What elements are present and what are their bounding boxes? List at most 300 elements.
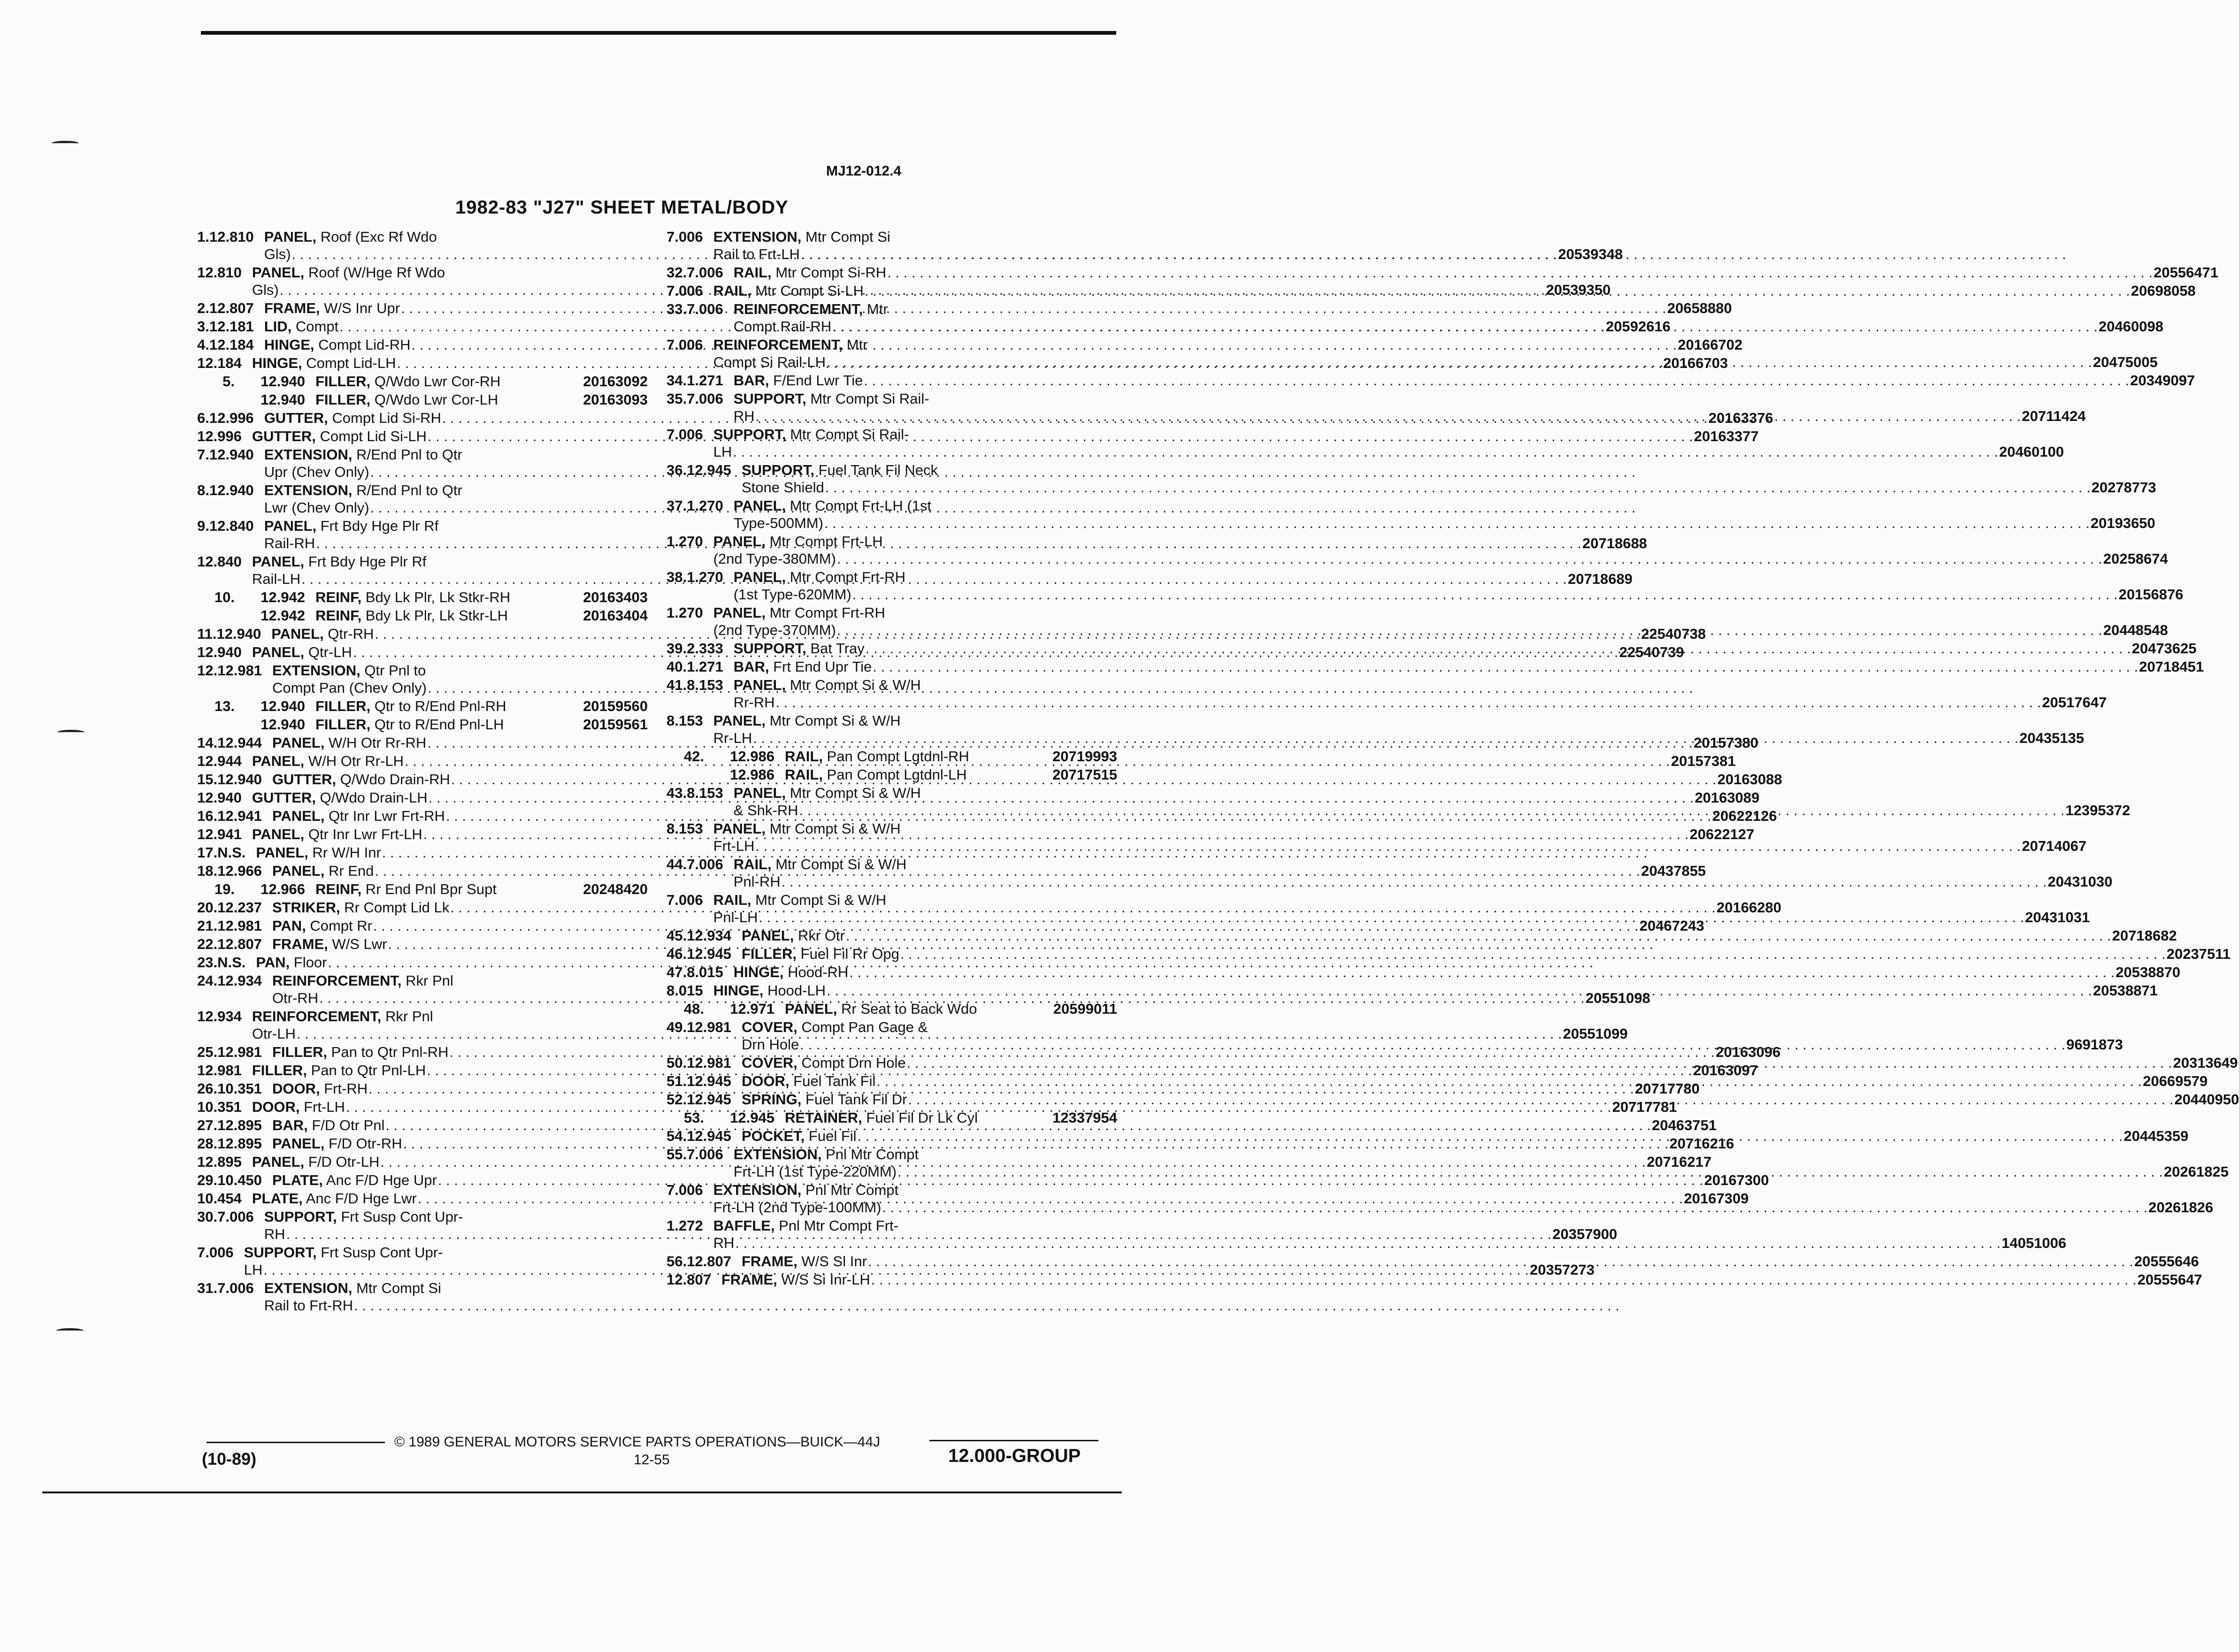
part-detail: Compt [291, 318, 339, 335]
part-name: SUPPORT, [741, 462, 814, 478]
part-number: 20167300 [1704, 1172, 1769, 1188]
group-number: 12.986 [730, 748, 774, 765]
part-description [785, 748, 1117, 765]
part-detail: Compt Si Rail-LH [713, 354, 826, 370]
part-detail: Qtr Inr Lwr Frt-RH [324, 808, 445, 824]
part-number: 22540738 [1641, 626, 1706, 642]
description-text [264, 446, 462, 463]
group-number: 1.271 [687, 658, 723, 675]
item-number: 10. [214, 589, 235, 605]
group-number: 7.006 [217, 1208, 254, 1225]
item-number: 41. [667, 677, 687, 693]
part-detail: Compt Lid Si-RH [328, 410, 441, 426]
part-description [713, 228, 2067, 263]
part-detail: Frt-RH [320, 1080, 368, 1097]
leader-dots [825, 479, 2091, 496]
description-line [315, 589, 648, 606]
part-description [742, 927, 2177, 944]
description-line [742, 1036, 2123, 1053]
part-description [713, 426, 2064, 460]
description-text [252, 1062, 426, 1079]
part-number: 20163377 [1694, 428, 1759, 444]
part-description [785, 1000, 1117, 1017]
description-line [713, 621, 2168, 639]
part-name: FILLER, [315, 698, 371, 714]
description-line [742, 461, 2156, 479]
description-text [734, 407, 755, 425]
part-name: PAN, [256, 954, 290, 971]
part-description [713, 336, 2158, 371]
group-number: 12.840 [209, 518, 254, 534]
list-item [197, 844, 648, 861]
description-text [264, 245, 291, 263]
part-name: PANEL, [733, 497, 786, 514]
part-detail: F/End Lwr Tie [769, 372, 863, 389]
item-number: 24. [197, 972, 218, 989]
part-detail: Otr-LH [252, 1025, 296, 1042]
part-number: 20157380 [1694, 734, 1759, 751]
part-name: REINF, [315, 881, 362, 897]
description-line [734, 264, 2218, 281]
part-number: 12337954 [1052, 1109, 1117, 1126]
part-detail: Qtr-RH [323, 626, 374, 642]
list-item [197, 662, 648, 696]
part-number: 20448548 [2103, 622, 2168, 638]
part-name: PANEL, [252, 1154, 305, 1170]
description-text [742, 945, 899, 963]
description-text [252, 1008, 433, 1025]
part-description [742, 1072, 2208, 1090]
part-name: COVER, [741, 1019, 797, 1035]
description-line [742, 945, 2231, 963]
part-name: PANEL, [733, 785, 786, 801]
leader-dots [827, 982, 2092, 999]
description-line [713, 1217, 2067, 1234]
part-detail: W/S Si Inr-LH [777, 1271, 870, 1288]
binder-mark [57, 730, 84, 735]
part-number: 20163093 [583, 391, 648, 408]
description-text [713, 1217, 898, 1234]
description-text [734, 300, 888, 318]
part-detail: Mtr Compt Frt-RH [765, 604, 885, 621]
list-item [197, 409, 1773, 427]
item-number: 14. [197, 734, 218, 751]
part-detail: Pnl Mtr Compt Frt- [774, 1217, 898, 1234]
leader-dots [776, 694, 2041, 711]
description-text [742, 1018, 928, 1036]
group-number: 7.006 [217, 1280, 254, 1296]
description-text [272, 1135, 402, 1152]
part-name: PANEL, [785, 1001, 837, 1017]
leader-dots [897, 1163, 2163, 1180]
leader-dots [852, 586, 2118, 603]
part-name: FRAME, [272, 936, 328, 952]
item-number: 55. [667, 1146, 687, 1163]
group-number: 12.981 [687, 1055, 731, 1071]
part-detail: LH [713, 444, 732, 460]
group-number: 12.895 [217, 1135, 262, 1152]
part-name: REINFORCEMENT, [713, 337, 843, 353]
part-number: 20159561 [583, 716, 648, 733]
part-detail: (1st Type-620MM) [733, 586, 851, 603]
description-text [252, 264, 445, 281]
description-text [264, 1279, 441, 1297]
description-text [271, 625, 374, 642]
part-name: PAN, [272, 918, 306, 934]
leader-dots [864, 372, 2129, 389]
part-number: 20592616 [1605, 318, 1671, 335]
leader-dots [866, 640, 2131, 657]
part-number: 20349097 [2130, 372, 2195, 389]
part-description [785, 766, 1117, 783]
description-text [713, 228, 890, 245]
description-line [734, 497, 2155, 514]
part-detail: Mtr Compt Si-RH [771, 264, 887, 281]
part-number: 9691873 [2066, 1036, 2123, 1053]
group-number: 8.015 [687, 964, 723, 980]
description-text [272, 1080, 368, 1097]
group-number: 12.981 [217, 1044, 262, 1060]
group-number: 12.945 [687, 1128, 731, 1144]
description-text [252, 570, 300, 588]
group-number: 12.895 [217, 1117, 262, 1133]
part-name: PANEL, [733, 569, 786, 585]
part-name: REINF, [315, 589, 362, 605]
group-number: 12.986 [730, 766, 774, 783]
group-number: 7.006 [667, 892, 703, 908]
item-number: 20. [197, 899, 218, 916]
item-number: 30. [197, 1208, 218, 1225]
list-item [197, 373, 648, 390]
item-number: 3. [197, 318, 209, 335]
description-text [315, 697, 506, 715]
part-name: PANEL, [733, 677, 786, 693]
part-description [734, 784, 2131, 819]
item-number: 8. [197, 482, 209, 498]
group-number: 10.454 [197, 1190, 242, 1207]
group-number: 1.270 [687, 497, 723, 514]
description-line [734, 856, 2113, 873]
item-number: 2. [197, 300, 209, 316]
part-number: 20248420 [583, 881, 648, 897]
group-number: 12.840 [197, 553, 242, 570]
description-text [734, 568, 905, 586]
item-number: 31. [197, 1280, 218, 1296]
part-name: RAIL, [785, 748, 823, 765]
part-name: PANEL, [741, 927, 794, 944]
item-number: 9. [197, 518, 209, 534]
group-number: 1.271 [687, 372, 723, 389]
part-number: 20431030 [2047, 873, 2113, 890]
group-number: N.S. [217, 954, 246, 971]
item-number: 48. [683, 1001, 704, 1017]
group-number: 12.945 [730, 1109, 774, 1126]
part-number: 20157381 [1671, 753, 1736, 769]
part-description [734, 372, 2195, 389]
part-name: HINGE, [713, 982, 764, 999]
part-detail: Pnl-LH [713, 909, 758, 925]
top-rule [201, 31, 1116, 35]
leader-dots [735, 1234, 2001, 1252]
part-name: PANEL, [252, 753, 305, 769]
part-description [315, 391, 648, 408]
leader-dots [827, 353, 2092, 371]
part-description [315, 373, 648, 390]
part-detail: F/D Otr-RH [324, 1135, 402, 1152]
document-code: MJ12-012.4 [826, 163, 902, 179]
group-number: 12.941 [217, 808, 262, 824]
description-text [252, 428, 427, 445]
part-description [734, 390, 2086, 425]
part-description [713, 1181, 2214, 1216]
part-detail: Mtr Compt Si & W/H [765, 712, 901, 729]
part-detail: Q/Wdo Lwr Cor-LH [370, 391, 498, 408]
part-name: EXTENSION, [733, 1146, 822, 1163]
item-number: 44. [667, 856, 687, 872]
part-detail: W/S Sl Inr [797, 1253, 867, 1270]
leader-dots [837, 550, 2102, 567]
list-item [667, 461, 2156, 496]
part-number: 20163403 [583, 589, 648, 605]
part-number: 20159560 [583, 698, 648, 714]
description-line [742, 1253, 2199, 1270]
description-line [734, 640, 2197, 657]
item-number: 32. [667, 264, 687, 281]
part-number: 20538871 [2093, 982, 2158, 999]
part-detail: Qtr-LH [304, 644, 352, 660]
part-description [734, 658, 2204, 675]
part-name: PANEL, [256, 844, 308, 861]
group-number: 12.945 [687, 946, 731, 962]
part-detail: Drn Hole [741, 1036, 799, 1053]
part-detail: R/End Pnl to Qtr [352, 482, 462, 498]
leader-dots [799, 802, 2065, 819]
revision-date: (10-89) [202, 1449, 257, 1468]
leader-dots [837, 621, 2102, 639]
part-number: 20258674 [2103, 551, 2168, 567]
part-number: 20166280 [1717, 899, 1781, 916]
part-name: EXTENSION, [264, 446, 353, 463]
part-name: BAR, [272, 1117, 308, 1133]
description-text [252, 826, 422, 843]
description-line [713, 712, 2084, 729]
description-text [785, 748, 969, 765]
part-detail: Roof (W/Hge Rf Wdo [304, 264, 445, 281]
part-detail: Frt-LH (1st Type-220MM) [733, 1163, 897, 1180]
description-line [734, 407, 2086, 425]
description-line [713, 426, 2064, 443]
part-name: FILLER, [272, 1044, 328, 1060]
item-number: 51. [667, 1073, 687, 1089]
part-detail: Mtr Compt Si Rail- [806, 390, 929, 407]
leader-dots [873, 658, 2138, 675]
description-line [734, 873, 2113, 890]
group-number: 12.940 [209, 446, 254, 463]
leader-dots [846, 927, 2111, 944]
part-detail: Bat Tray [806, 640, 865, 657]
item-number: 27. [197, 1117, 218, 1133]
part-detail: Mtr Compt Si & W/H [771, 856, 907, 872]
description-text [252, 354, 396, 372]
part-detail: Fuel Fil Dr Lk Cyl [862, 1109, 978, 1126]
description-line [742, 1018, 2123, 1036]
description-line [742, 1072, 2208, 1090]
part-number: 20539350 [1546, 282, 1611, 298]
leader-dots [868, 1253, 2133, 1270]
part-detail: Pnl Mtr Compt [821, 1146, 919, 1163]
part-detail: Compt Pan (Chev Only) [272, 680, 427, 696]
part-name: PANEL, [713, 820, 766, 837]
description-text [713, 891, 887, 909]
group-label: 12.000-GROUP [948, 1446, 1081, 1466]
part-description [734, 676, 2107, 711]
description-text [256, 844, 381, 861]
item-number: 18. [197, 863, 218, 879]
description-text [734, 658, 872, 675]
description-line [315, 607, 648, 624]
group-number: 12.940 [261, 716, 305, 733]
footer-rule-left [207, 1442, 385, 1443]
description-text [713, 443, 732, 460]
description-text [742, 927, 845, 944]
part-number: 20431031 [2025, 909, 2090, 925]
list-item [667, 945, 2231, 963]
part-number: 20475005 [2093, 354, 2158, 370]
description-text [252, 1153, 380, 1170]
description-text [252, 1098, 345, 1116]
item-number: 50. [667, 1055, 687, 1071]
group-number: 12.940 [197, 789, 242, 806]
part-detail: Compt Lid Si-LH [315, 428, 427, 444]
part-number: 20163096 [1716, 1044, 1781, 1060]
part-detail: Rail-RH [264, 535, 315, 551]
group-number: 12.945 [687, 1073, 731, 1089]
part-description [742, 1127, 2188, 1145]
part-name: FRAME, [741, 1253, 797, 1270]
item-number: 16. [197, 808, 218, 824]
list-item [667, 927, 2177, 944]
part-number: 20166703 [1663, 355, 1728, 371]
description-text [264, 499, 369, 516]
part-number: 20717515 [1052, 766, 1117, 783]
description-text [272, 917, 372, 934]
item-number: 25. [197, 1044, 218, 1060]
description-text [713, 353, 826, 371]
item-number: 23. [197, 954, 218, 971]
part-number: 20538870 [2116, 964, 2181, 980]
group-number: 12.940 [197, 644, 242, 660]
description-text [721, 1271, 870, 1288]
description-line [721, 1271, 2202, 1288]
description-line [734, 514, 2155, 532]
group-number: 12.945 [687, 1091, 731, 1108]
part-name: RAIL, [713, 892, 751, 908]
description-line [742, 1127, 2188, 1145]
part-number: 20718688 [1582, 535, 1647, 551]
description-text [734, 264, 887, 281]
description-text [734, 873, 781, 890]
description-text [264, 228, 437, 245]
part-name: RAIL, [713, 283, 751, 299]
group-number: 12.941 [197, 826, 242, 842]
description-line [713, 1199, 2214, 1216]
description-text [713, 282, 864, 299]
description-text [244, 1244, 443, 1261]
description-text [734, 390, 929, 407]
part-name: SUPPORT, [733, 390, 806, 407]
list-item [197, 716, 648, 733]
description-text [252, 553, 427, 570]
part-description [713, 891, 2090, 926]
group-number: 12.807 [687, 1253, 731, 1270]
part-detail: Mtr [843, 337, 868, 353]
part-detail: Qtr Pnl to [360, 662, 426, 679]
part-description [734, 640, 2197, 657]
description-text [264, 1208, 463, 1225]
part-name: HINGE, [252, 355, 302, 371]
part-number: 20435135 [2019, 730, 2084, 746]
part-number: 20163097 [1693, 1062, 1758, 1078]
description-text [734, 318, 831, 335]
description-text [713, 621, 836, 639]
description-line [734, 964, 2180, 981]
part-number: 20719993 [1052, 748, 1117, 765]
description-text [264, 409, 441, 427]
part-name: GUTTER, [264, 410, 328, 426]
part-name: LID, [264, 318, 292, 335]
group-number: 12.996 [197, 428, 242, 444]
part-number: 20163376 [1708, 410, 1773, 426]
group-number: 12.934 [687, 927, 731, 944]
description-line [713, 443, 2064, 460]
part-detail: W/S Inr Upr [320, 300, 400, 316]
part-number: 20278773 [2091, 479, 2156, 496]
group-number: 8.153 [687, 677, 723, 693]
description-text [272, 935, 387, 953]
item-number: 15. [197, 771, 218, 788]
part-name: EXTENSION, [713, 1182, 802, 1198]
leader-dots [849, 964, 2115, 981]
part-description [785, 1109, 1117, 1126]
description-text [272, 679, 427, 696]
part-detail: Pnl-RH [733, 873, 781, 890]
description-line [713, 604, 2168, 621]
part-number: 20261826 [2148, 1199, 2214, 1216]
part-detail: (2nd Type-380MM) [713, 551, 836, 567]
part-detail: Otr-RH [272, 990, 319, 1006]
description-text [713, 604, 885, 621]
part-name: PLATE, [272, 1172, 323, 1188]
part-name: SUPPORT, [733, 640, 806, 657]
description-line [785, 1109, 1117, 1126]
leader-dots [882, 1199, 2147, 1216]
part-name: PANEL, [713, 712, 766, 729]
part-detail: Frt End Upr Tie [769, 658, 872, 675]
description-text [315, 589, 510, 606]
part-name: PANEL, [272, 808, 325, 824]
part-number: 20357900 [1552, 1226, 1618, 1242]
part-description [713, 282, 2196, 299]
leader-dots [733, 443, 1998, 460]
description-text [713, 550, 836, 567]
group-number: 7.006 [687, 856, 723, 872]
description-line [713, 909, 2090, 926]
part-detail: R/End Pnl to Qtr [352, 446, 462, 463]
description-line [785, 748, 1117, 765]
part-number: 22540739 [1619, 644, 1684, 660]
group-number: 12.940 [261, 373, 305, 390]
description-text [315, 716, 504, 733]
